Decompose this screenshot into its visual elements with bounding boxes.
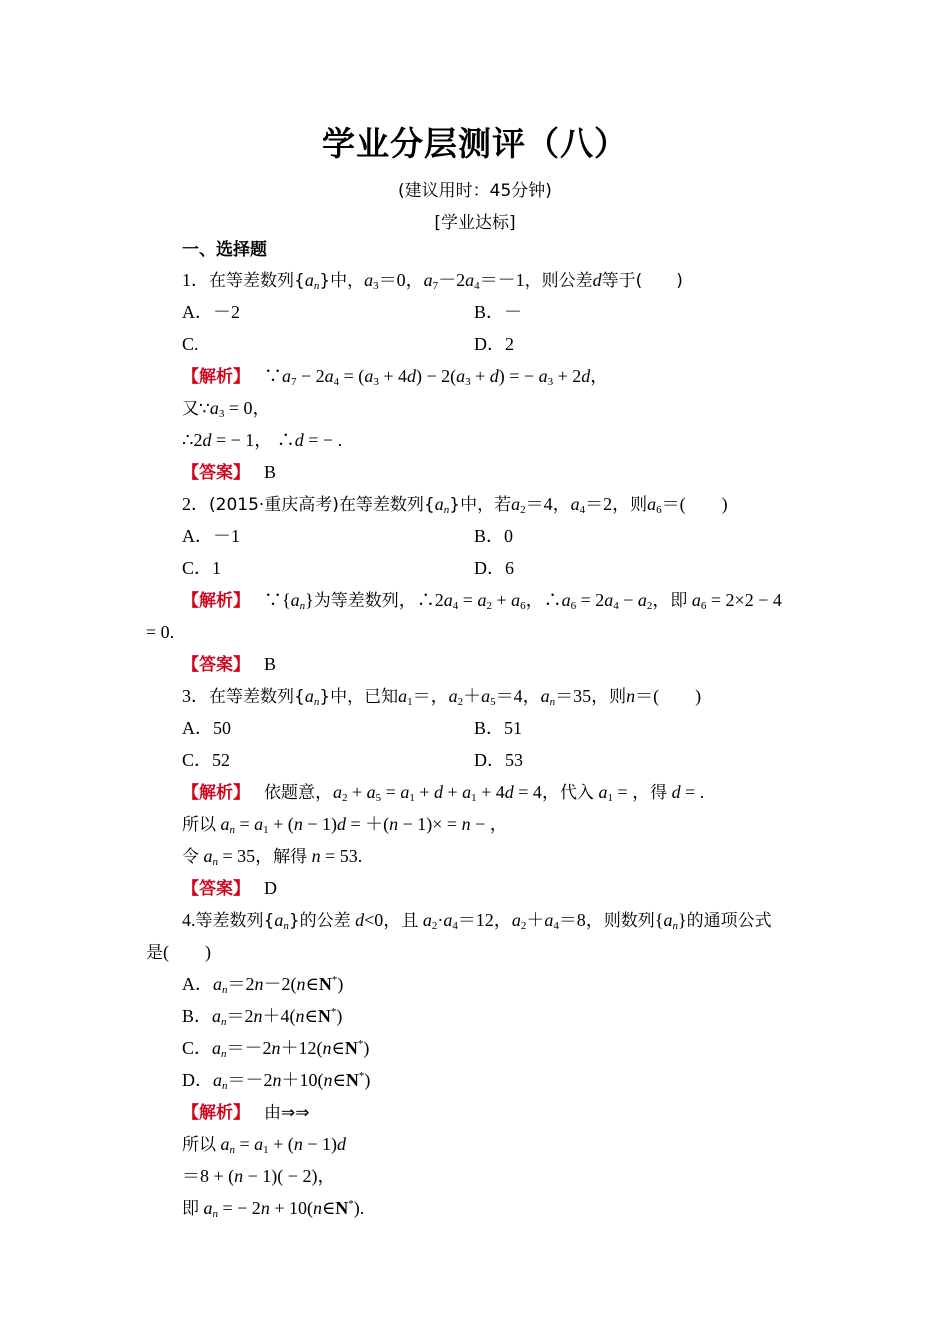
q1-option-c: C. [182,334,199,354]
q3-analysis-line2: 所以 $a_n = a_1 + (n - 1)d = +(n - 1)\times = n$ − ， [182,814,508,836]
q3-option-b: B．51 [474,718,523,738]
q1-analysis: 【解析】 $\because a_7 - 2a_4 = (a_3 + 4d) - 2(a_3 + d)$ = − $a_3 + 2d$， [182,366,609,388]
q4-option-a: A．$a_n=2n-2(n\in N^*)$ [182,974,344,996]
page-title: 学业分层测评（八） [322,124,628,163]
q1-option-b: B．－ [474,302,523,322]
section-label: [学业达标] [434,213,516,233]
q1-answer: 【答案】 B [182,462,277,483]
q1-option-a: A．－2 [182,302,240,322]
q4-option-c: C．$a_n=-2n+12(n\in N^*)$ [182,1038,370,1060]
q1-stem: 1．在等差数列$\{a_n\}$中，$a_3=0$，$a_7-2a_4=-1$，则公差d等于( ) [182,270,683,292]
answer-tag: 【答案】 [182,463,242,483]
part-heading: 一、选择题 [182,240,267,260]
q3-option-c: C．52 [182,750,231,770]
q4-stem-line2: 是( ) [146,942,211,963]
q4-stem: 4.等差数列$\{a_n\}$的公差 d<0，且 $a_2\cdot a_4=12$，$a_2+a_4=8$，则数列$\{a_n\}$的通项公式 [182,910,772,932]
q2-analysis: 【解析】 $\because\{a_n\}$为等差数列，$\therefore 2a_4 = a_2 + a_6$，$\therefore a_6 = 2a_4 - a_2$，即 $a_6 = 2\times 2 - 4$ [182,590,782,612]
q3-option-d: D．53 [474,750,523,770]
q4-option-d: D．$a_n=-2n+10(n\in N^*)$ [182,1070,371,1092]
q1-analysis-line2: 又$\because a_3 = 0$， [182,398,271,420]
time-note: (建议用时：45分钟) [398,181,552,201]
q4-analysis-line4: 即 $a_n$ = − 2n + 10(n∈N*). [182,1198,365,1220]
q3-answer: 【答案】 D [182,878,277,899]
q3-stem: 3．在等差数列$\{a_n\}$中，已知$a_1=$，$a_2+a_5=4$，$a_n=35$，则n＝( ) [182,686,702,708]
q2-stem: 2．(2015·重庆高考)在等差数列$\{a_n\}$中，若$a_2=4$，$a_4=2$，则$a_6=$( ) [182,494,728,516]
q2-analysis-line2: = 0. [146,622,175,642]
q4-option-b: B．$a_n=2n+4(n\in N^*)$ [182,1006,343,1028]
q4-analysis-line2: 所以 $a_n = a_1 + (n - 1)d$ [182,1134,346,1156]
q1-analysis-line3: ∴2d = − 1， ∴d = − . [182,430,343,450]
q1-option-d: D．2 [474,334,514,354]
q2-option-a: A．－1 [182,526,240,546]
q2-answer: 【答案】 B [182,654,277,675]
q2-option-d: D．6 [474,558,514,578]
q2-option-c: C．1 [182,558,222,578]
analysis-tag: 【解析】 [182,367,242,387]
q4-analysis-line3: ＝8 + (n − 1)( − 2)， [182,1166,336,1186]
q2-option-b: B．0 [474,526,514,546]
q3-analysis-line3: 令 $a_n = 35$，解得 n = 53. [182,846,363,868]
q4-analysis: 【解析】 由⇒⇒ [182,1103,310,1123]
q3-option-a: A．50 [182,718,231,738]
q3-analysis: 【解析】 依题意，$a_2 + a_5 = a_1 + d + a_1 + 4d = 4$，代入 $a_1$ = ，得 d = . [182,782,705,804]
